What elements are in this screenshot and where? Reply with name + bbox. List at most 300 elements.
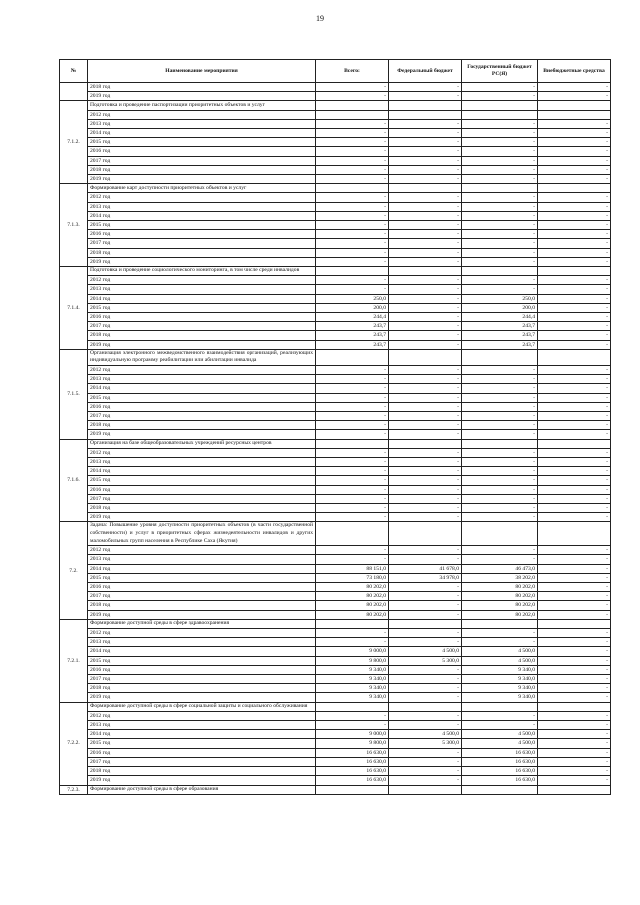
table-row (60, 165, 611, 174)
extra-value: - (538, 458, 611, 467)
regional-value: - (462, 175, 538, 184)
empty-cell (389, 702, 462, 711)
regional-value: - (462, 555, 538, 564)
total-value: - (316, 175, 389, 184)
total-value: - (316, 257, 389, 266)
empty-cell (538, 522, 611, 546)
regional-value: 4 500,0 (462, 656, 538, 665)
section-title-row (60, 522, 611, 546)
regional-value: - (462, 138, 538, 147)
extra-value: - (538, 393, 611, 402)
table-row (60, 448, 611, 457)
year-label: 2015 год (88, 476, 316, 485)
year-label: 2019 год (88, 776, 316, 785)
federal-value: - (389, 485, 462, 494)
extra-value: - (538, 629, 611, 638)
table-row (60, 193, 611, 202)
section-title-row (60, 184, 611, 193)
table-row (60, 601, 611, 610)
section-title: Формирование карт доступности приоритетных объектов и услуг (88, 184, 316, 193)
regional-value: - (462, 193, 538, 202)
extra-value: - (538, 331, 611, 340)
extra-value: - (538, 610, 611, 619)
section-title-row (60, 101, 611, 110)
extra-value: - (538, 448, 611, 457)
year-label: 2019 год (88, 257, 316, 266)
extra-value: - (538, 721, 611, 730)
section-title-row (60, 267, 611, 276)
empty-cell (462, 702, 538, 711)
extra-value: - (538, 412, 611, 421)
extra-value: - (538, 776, 611, 785)
federal-value: - (389, 610, 462, 619)
table-row (60, 476, 611, 485)
federal-value: - (389, 294, 462, 303)
year-label: 2017 год (88, 494, 316, 503)
federal-value: - (389, 504, 462, 513)
extra-value: - (538, 513, 611, 522)
federal-value: - (389, 721, 462, 730)
extra-value (538, 110, 611, 119)
table-row (60, 675, 611, 684)
table-row (60, 647, 611, 656)
federal-value: - (389, 248, 462, 257)
section-title: Организация на базе общеобразовательных учреждений ресурсных центров (88, 439, 316, 448)
year-label: 2014 год (88, 564, 316, 573)
federal-value: - (389, 583, 462, 592)
total-value: 80 202,0 (316, 610, 389, 619)
regional-value: - (462, 239, 538, 248)
table-row (60, 138, 611, 147)
table-row (60, 638, 611, 647)
total-value: 9 340,0 (316, 693, 389, 702)
year-label: 2015 год (88, 656, 316, 665)
year-label: 2015 год (88, 303, 316, 312)
extra-value: - (538, 119, 611, 128)
federal-value: - (389, 393, 462, 402)
federal-value: - (389, 448, 462, 457)
regional-value: 243,7 (462, 322, 538, 331)
table-row (60, 119, 611, 128)
total-value: - (316, 276, 389, 285)
table-body (60, 83, 611, 795)
year-label: 2012 год (88, 546, 316, 555)
federal-value: - (389, 693, 462, 702)
year-label: 2017 год (88, 156, 316, 165)
year-label: 2018 год (88, 83, 316, 92)
extra-value: - (538, 730, 611, 739)
empty-cell (316, 267, 389, 276)
table-row (60, 92, 611, 101)
extra-value: - (538, 592, 611, 601)
regional-value: - (462, 147, 538, 156)
year-label: 2013 год (88, 555, 316, 564)
year-label: 2018 год (88, 331, 316, 340)
table-row (60, 711, 611, 720)
total-value: 9 800,0 (316, 739, 389, 748)
total-value: - (316, 239, 389, 248)
table-row (60, 248, 611, 257)
federal-value: - (389, 285, 462, 294)
section-title: Подготовка и проведение паспортизации приоритетных объектов и услуг (88, 101, 316, 110)
total-value: 9 000,0 (316, 647, 389, 656)
empty-cell (389, 349, 462, 365)
federal-value: - (389, 665, 462, 674)
year-label: 2018 год (88, 767, 316, 776)
federal-value: 5 300,0 (389, 656, 462, 665)
extra-value: - (538, 485, 611, 494)
regional-value: - (462, 448, 538, 457)
total-value: - (316, 147, 389, 156)
extra-value: - (538, 467, 611, 476)
total-value: - (316, 485, 389, 494)
total-value: - (316, 221, 389, 230)
regional-value: - (462, 375, 538, 384)
total-value: - (316, 458, 389, 467)
section-number: 7.1.6. (60, 439, 88, 522)
extra-value: - (538, 402, 611, 411)
section-title-row (60, 619, 611, 628)
total-value: - (316, 504, 389, 513)
extra-value: - (538, 757, 611, 766)
extra-value: - (538, 693, 611, 702)
total-value (316, 110, 389, 119)
regional-value: - (462, 629, 538, 638)
total-value: - (316, 430, 389, 439)
federal-value: - (389, 592, 462, 601)
federal-value: - (389, 430, 462, 439)
extra-value: - (538, 375, 611, 384)
year-label: 2019 год (88, 430, 316, 439)
total-value: 16 630,0 (316, 776, 389, 785)
regional-value: 4 500,0 (462, 739, 538, 748)
section-title: Организация электронного межведомственного взаимодействия организаций, реализующих индивидуальную программу реабилитации или абилитации инвалида (88, 349, 316, 365)
federal-value: - (389, 601, 462, 610)
empty-cell (316, 619, 389, 628)
federal-value: - (389, 684, 462, 693)
total-value: - (316, 555, 389, 564)
total-value: 244,4 (316, 313, 389, 322)
header-regional: Государственный бюджет РС(Я) (462, 60, 538, 83)
regional-value: - (462, 366, 538, 375)
section-title-row (60, 702, 611, 711)
regional-value: - (462, 467, 538, 476)
year-label: 2015 год (88, 739, 316, 748)
empty-cell (538, 184, 611, 193)
extra-value: - (538, 684, 611, 693)
empty-cell (538, 619, 611, 628)
year-label: 2013 год (88, 285, 316, 294)
extra-value: - (538, 129, 611, 138)
table-row (60, 485, 611, 494)
federal-value: - (389, 83, 462, 92)
year-label: 2014 год (88, 730, 316, 739)
extra-value: - (538, 739, 611, 748)
table-row (60, 257, 611, 266)
empty-cell (316, 349, 389, 365)
federal-value: - (389, 340, 462, 349)
federal-value: - (389, 476, 462, 485)
section-number: 7.2.2. (60, 702, 88, 785)
federal-value: - (389, 467, 462, 476)
total-value: 243,7 (316, 322, 389, 331)
header-num: № (60, 60, 88, 83)
table-row (60, 202, 611, 211)
table-row (60, 211, 611, 220)
section-title-row (60, 785, 611, 794)
table-row (60, 384, 611, 393)
extra-value: - (538, 665, 611, 674)
extra-value: - (538, 138, 611, 147)
total-value: - (316, 402, 389, 411)
year-label: 2018 год (88, 248, 316, 257)
section-title-row (60, 349, 611, 365)
table-row (60, 693, 611, 702)
year-label: 2016 год (88, 748, 316, 757)
table-row (60, 684, 611, 693)
federal-value: - (389, 675, 462, 684)
total-value: - (316, 467, 389, 476)
federal-value: - (389, 555, 462, 564)
extra-value: - (538, 430, 611, 439)
total-value: 80 202,0 (316, 583, 389, 592)
total-value: - (316, 412, 389, 421)
federal-value: - (389, 638, 462, 647)
empty-cell (316, 785, 389, 794)
year-label: 2017 год (88, 592, 316, 601)
table-row (60, 564, 611, 573)
regional-value: - (462, 211, 538, 220)
total-value: - (316, 711, 389, 720)
total-value: - (316, 421, 389, 430)
federal-value: - (389, 211, 462, 220)
federal-value: - (389, 147, 462, 156)
federal-value: - (389, 375, 462, 384)
total-value: 243,7 (316, 331, 389, 340)
total-value: - (316, 211, 389, 220)
section-number: 7.2.1. (60, 619, 88, 702)
regional-value: - (462, 504, 538, 513)
empty-cell (389, 101, 462, 110)
section-number: 7.2. (60, 522, 88, 619)
regional-value: 243,7 (462, 340, 538, 349)
regional-value: 80 202,0 (462, 583, 538, 592)
empty-cell (538, 349, 611, 365)
section-title-row (60, 439, 611, 448)
year-label: 2012 год (88, 110, 316, 119)
total-value: 243,7 (316, 340, 389, 349)
empty-cell (389, 184, 462, 193)
total-value: - (316, 393, 389, 402)
header-name: Наименование мероприятия (88, 60, 316, 83)
year-label: 2017 год (88, 322, 316, 331)
extra-value: - (538, 748, 611, 757)
regional-value: - (462, 494, 538, 503)
table-row (60, 776, 611, 785)
year-label: 2015 год (88, 138, 316, 147)
empty-cell (462, 785, 538, 794)
year-label: 2012 год (88, 711, 316, 720)
federal-value: - (389, 276, 462, 285)
total-value: - (316, 230, 389, 239)
table-row (60, 767, 611, 776)
total-value: - (316, 721, 389, 730)
header-extra: Внебюджетные средства (538, 60, 611, 83)
extra-value: - (538, 211, 611, 220)
regional-value: - (462, 513, 538, 522)
page-number: 19 (316, 14, 324, 23)
federal-value: - (389, 421, 462, 430)
table-row (60, 322, 611, 331)
table-row (60, 83, 611, 92)
regional-value: - (462, 119, 538, 128)
year-label: 2015 год (88, 221, 316, 230)
table-row (60, 629, 611, 638)
regional-value: 16 630,0 (462, 776, 538, 785)
total-value: - (316, 494, 389, 503)
regional-value: 4 500,0 (462, 647, 538, 656)
total-value: - (316, 384, 389, 393)
year-label: 2016 год (88, 147, 316, 156)
extra-value: - (538, 711, 611, 720)
regional-value: - (462, 430, 538, 439)
regional-value: - (462, 485, 538, 494)
federal-value: 4 500,0 (389, 647, 462, 656)
federal-value: - (389, 513, 462, 522)
federal-value: - (389, 748, 462, 757)
total-value: - (316, 129, 389, 138)
year-label: 2015 год (88, 393, 316, 402)
regional-value: 80 202,0 (462, 592, 538, 601)
extra-value: - (538, 294, 611, 303)
extra-value: - (538, 555, 611, 564)
regional-value: 16 630,0 (462, 748, 538, 757)
regional-value: 9 340,0 (462, 665, 538, 674)
extra-value: - (538, 656, 611, 665)
extra-value: - (538, 322, 611, 331)
extra-value: - (538, 202, 611, 211)
section-title: Подготовка и проведение социологического мониторинга, в том числе среди инвалидов (88, 267, 316, 276)
federal-value: - (389, 546, 462, 555)
table-row (60, 239, 611, 248)
federal-value: - (389, 202, 462, 211)
table-row (60, 757, 611, 766)
total-value: - (316, 83, 389, 92)
regional-value: - (462, 638, 538, 647)
total-value: - (316, 202, 389, 211)
header-federal: Федеральный бюджет (389, 60, 462, 83)
extra-value: - (538, 601, 611, 610)
total-value: - (316, 629, 389, 638)
federal-value: - (389, 711, 462, 720)
empty-cell (389, 619, 462, 628)
extra-value: - (538, 494, 611, 503)
table-row (60, 494, 611, 503)
federal-value: 34 978,0 (389, 573, 462, 582)
year-label: 2018 год (88, 421, 316, 430)
year-label: 2012 год (88, 366, 316, 375)
total-value: - (316, 156, 389, 165)
federal-value: 4 500,0 (389, 730, 462, 739)
section-number: 7.1.5. (60, 349, 88, 439)
table-row (60, 430, 611, 439)
year-label: 2016 год (88, 313, 316, 322)
year-label: 2017 год (88, 412, 316, 421)
regional-value: - (462, 285, 538, 294)
total-value: 9 340,0 (316, 675, 389, 684)
total-value: - (316, 638, 389, 647)
total-value: - (316, 193, 389, 202)
federal-value: - (389, 138, 462, 147)
section-title: Задача: Повышение уровня доступности приоритетных объектов (в части государственной собственности) и услуг в приоритетных сферах жизнедеятельности инвалидов и других маломобильных групп населения в Республике Саха (Якутия) (88, 522, 316, 546)
year-label: 2012 год (88, 276, 316, 285)
section-number: 7.1.2. (60, 101, 88, 184)
extra-value: - (538, 313, 611, 322)
extra-value: - (538, 248, 611, 257)
table-row (60, 175, 611, 184)
total-value: - (316, 248, 389, 257)
total-value: 16 630,0 (316, 748, 389, 757)
total-value: 200,0 (316, 303, 389, 312)
federal-value: - (389, 776, 462, 785)
federal-value: - (389, 257, 462, 266)
regional-value: - (462, 402, 538, 411)
year-label: 2015 год (88, 573, 316, 582)
regional-value: 244,4 (462, 313, 538, 322)
year-label: 2019 год (88, 610, 316, 619)
total-value: - (316, 285, 389, 294)
regional-value: - (462, 92, 538, 101)
empty-cell (462, 522, 538, 546)
extra-value: - (538, 476, 611, 485)
regional-value: - (462, 711, 538, 720)
table-row (60, 303, 611, 312)
year-label: 2013 год (88, 721, 316, 730)
table-row (60, 573, 611, 582)
regional-value: 200,0 (462, 303, 538, 312)
federal-value: - (389, 629, 462, 638)
header-total: Всего: (316, 60, 389, 83)
extra-value: - (538, 276, 611, 285)
table-row (60, 504, 611, 513)
regional-value: 4 500,0 (462, 730, 538, 739)
table-row (60, 665, 611, 674)
federal-value: - (389, 92, 462, 101)
extra-value: - (538, 285, 611, 294)
empty-cell (538, 101, 611, 110)
table-row (60, 276, 611, 285)
empty-cell (389, 267, 462, 276)
table-row (60, 730, 611, 739)
year-label: 2016 год (88, 583, 316, 592)
year-label: 2018 год (88, 601, 316, 610)
extra-value: - (538, 83, 611, 92)
empty-cell (462, 101, 538, 110)
empty-cell (462, 439, 538, 448)
table-row (60, 458, 611, 467)
regional-value: 9 340,0 (462, 675, 538, 684)
table-row (60, 156, 611, 165)
table-row (60, 402, 611, 411)
empty-cell (316, 184, 389, 193)
year-label: 2016 год (88, 665, 316, 674)
empty-cell (462, 184, 538, 193)
federal-value: - (389, 366, 462, 375)
extra-value: - (538, 546, 611, 555)
federal-value: - (389, 156, 462, 165)
budget-table (59, 59, 611, 795)
year-label: 2014 год (88, 294, 316, 303)
